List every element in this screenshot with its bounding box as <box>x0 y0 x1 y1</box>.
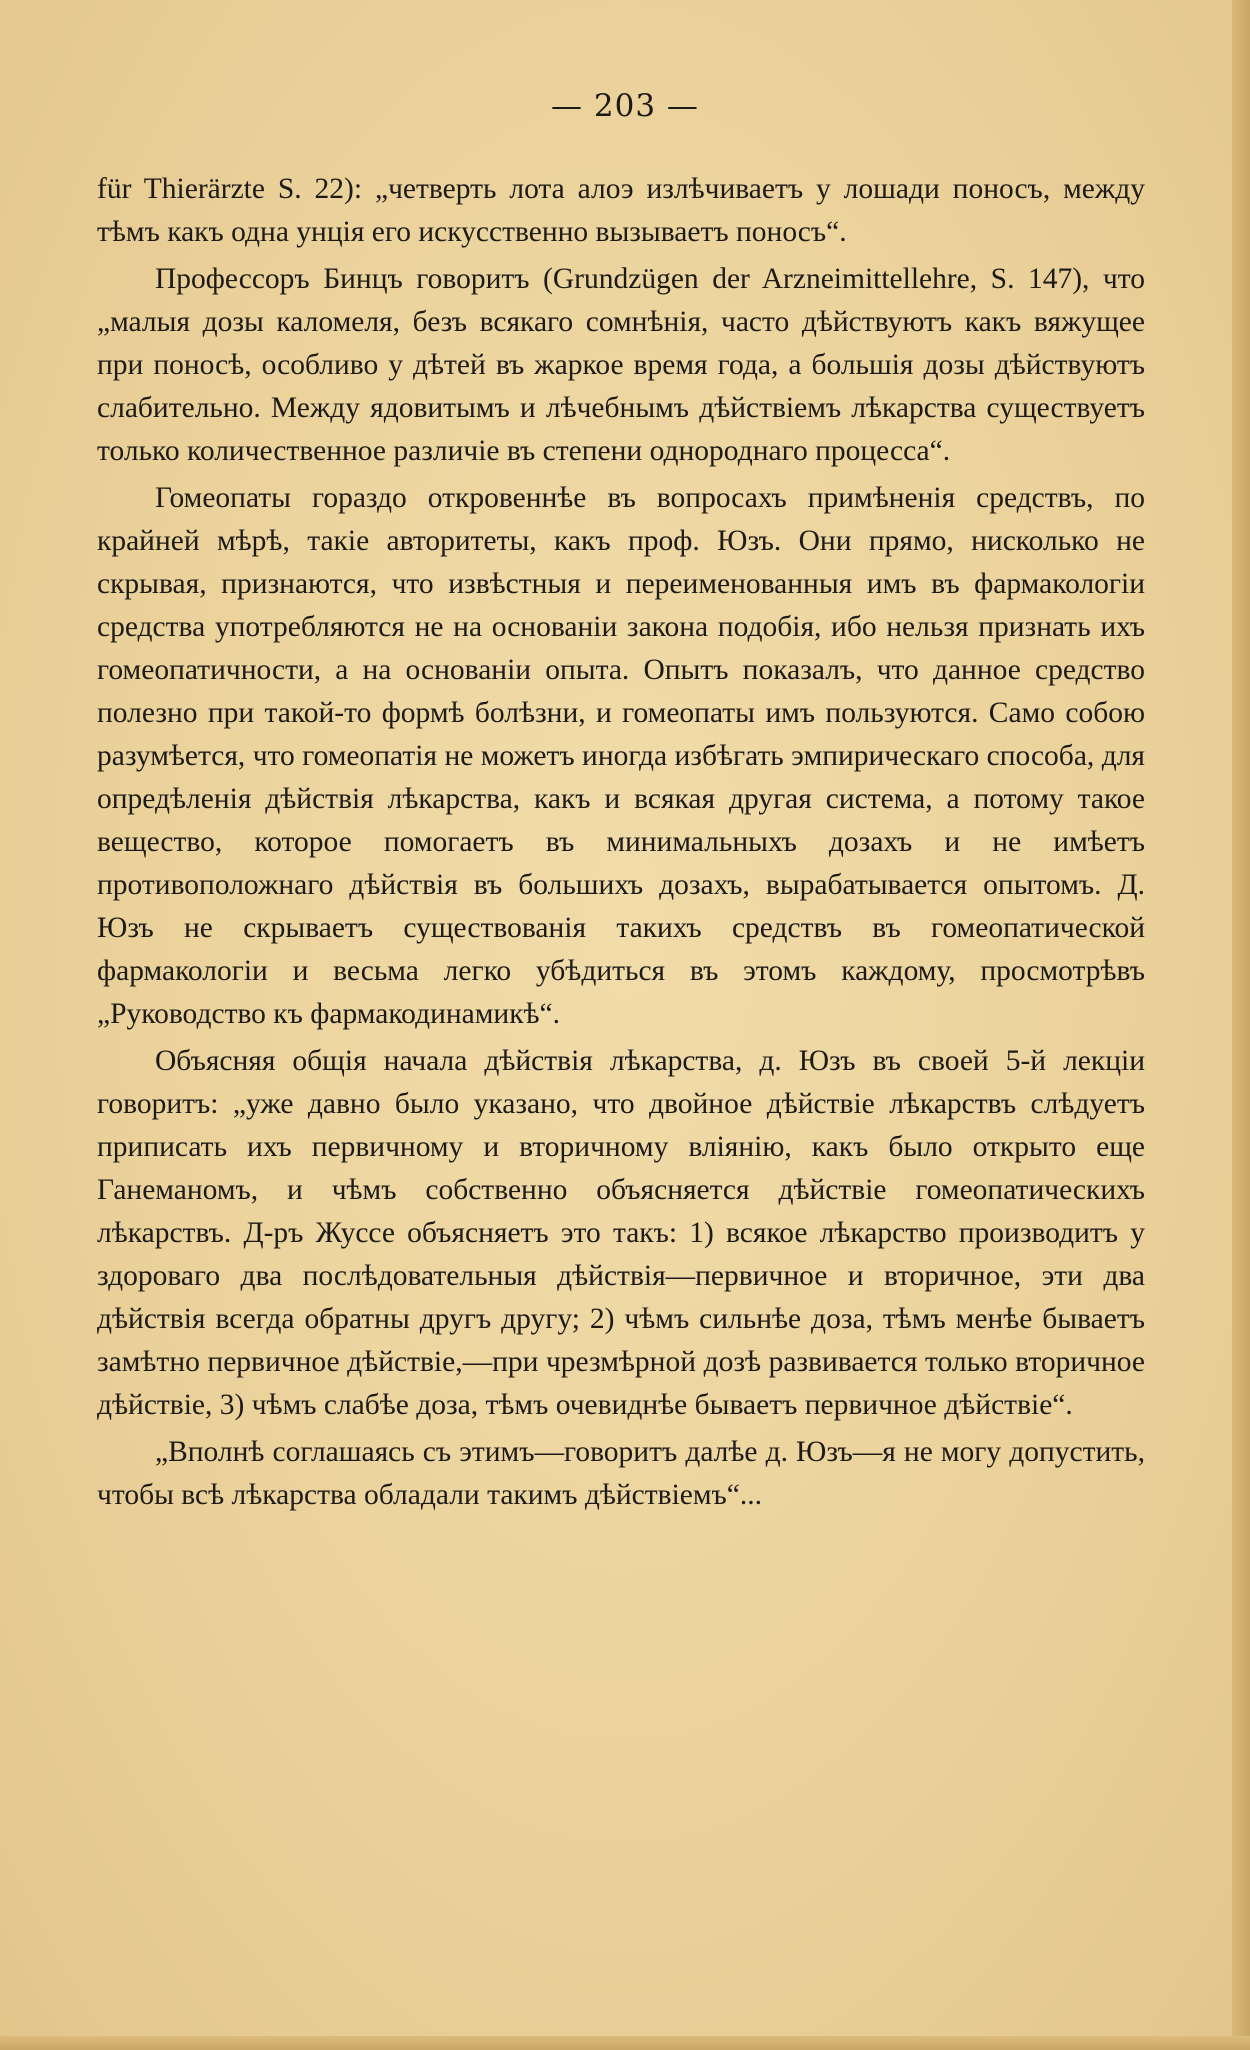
paragraph-5: „Вполнѣ соглашаясь съ этимъ—говоритъ далѣе д. Юзъ—я не могу допустить, чтобы всѣ лѣкарства обладали такимъ дѣйствіемъ“... <box>97 1436 1145 1511</box>
paragraph-1: für Thierärzte S. 22): „четверть лота алоэ излѣчиваетъ у лошади поносъ, между тѣмъ какъ одна унція его искусственно вызываетъ поносъ“. <box>97 173 1145 248</box>
body-text <box>97 168 1145 1521</box>
page-number: — 203 — <box>551 88 699 124</box>
paragraph-2: Профессоръ Бинцъ говоритъ (Grundzügen der Arzneimittellehre, S. 147), что „малыя дозы каломеля, безъ всякаго сомнѣнія, часто дѣйствуютъ какъ вяжущее при поносѣ, особливо у дѣтей въ жаркое время года, а большія дозы дѣйствуютъ слабительно. Между ядовитымъ и лѣчебнымъ дѣйствіемъ лѣкарства существуетъ только количественное различіе въ степени однороднаго процесса“. <box>97 263 1145 467</box>
page-edge-right <box>1232 0 1250 2050</box>
paragraph-3: Гомеопаты гораздо откровеннѣе въ вопросахъ примѣненія средствъ, по крайней мѣрѣ, такіе авторитеты, какъ проф. Юзъ. Они прямо, нисколько не скрывая, признаются, что извѣстныя и переименованныя имъ въ фармакологіи средства употребляются не на основаніи закона подобія, ибо нельзя признать ихъ гомеопатичности, а на основаніи опыта. Опытъ показалъ, что данное средство полезно при такой-то формѣ болѣзни, и гомеопаты имъ пользуются. Само собою разумѣется, что гомеопатія не можетъ иногда избѣгать эмпирическаго способа, для опредѣленія дѣйствія лѣкарства, какъ и всякая другая система, а потому такое вещество, которое помогаетъ въ минимальныхъ дозахъ и не имѣетъ противоположнаго дѣйствія въ большихъ дозахъ, вырабатывается опытомъ. Д. Юзъ не скрываетъ существованія такихъ средствъ въ гомеопатической фармакологіи и весьма легко убѣдиться въ этомъ каждому, просмотрѣвъ „Руководство къ фармакодинамикѣ“. <box>97 482 1145 1030</box>
page-edge-bottom <box>0 2036 1250 2050</box>
paragraph-4: Объясняя общія начала дѣйствія лѣкарства, д. Юзъ въ своей 5-й лекціи говоритъ: „уже давно было указано, что двойное дѣйствіе лѣкарствъ слѣдуетъ приписать ихъ первичному и вторичному вліянію, какъ было открыто еще Ганеманомъ, и чѣмъ собственно объясняется дѣйствіе гомеопатическихъ лѣкарствъ. Д-ръ Жуссе объясняетъ это такъ: 1) всякое лѣкарство производитъ у здороваго два послѣдовательныя дѣйствія—первичное и вторичное, эти два дѣйствія всегда обратны другъ другу; 2) чѣмъ сильнѣе доза, тѣмъ менѣе бываетъ замѣтно первичное дѣйствіе,—при чрезмѣрной дозѣ развивается только вторичное дѣйствіе, 3) чѣмъ слабѣе доза, тѣмъ очевиднѣе бываетъ первичное дѣйствіе“. <box>97 1045 1145 1421</box>
